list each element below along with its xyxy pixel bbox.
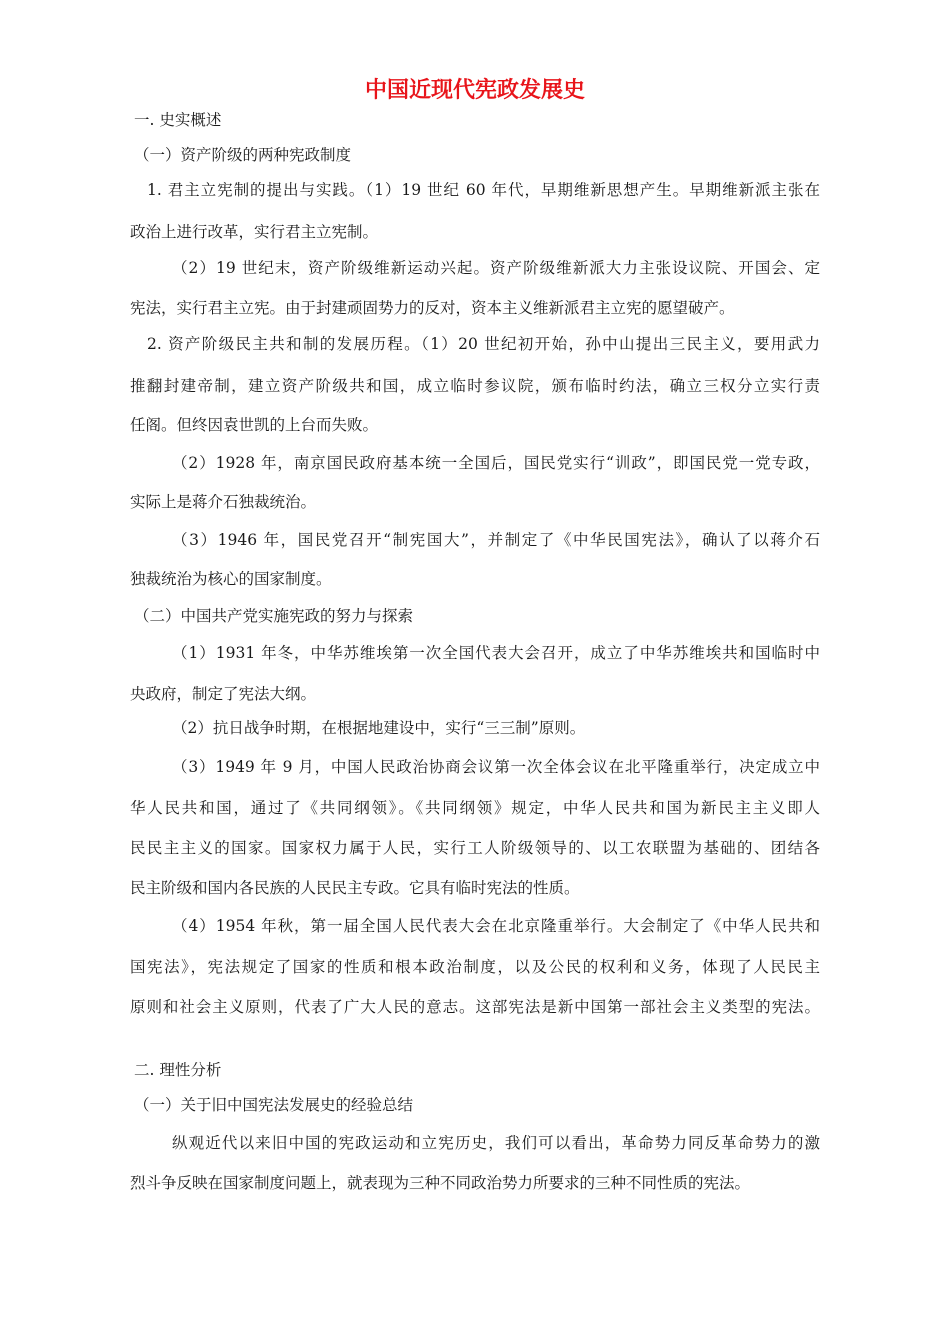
paragraph-line: 民民主主义的国家。国家权力属于人民，实行工人阶级领导的、以工农联盟为基础的、团结各 xyxy=(130,839,820,857)
paragraph-line: （3）1946 年，国民党召开“制宪国大”，并制定了《中华民国宪法》，确认了以蒋介石 xyxy=(172,531,820,549)
paragraph-line: 2. 资产阶级民主共和制的发展历程。（1）20 世纪初开始，孙中山提出三民主义，要用武力 xyxy=(147,335,820,353)
paragraph-line: 华人民共和国，通过了《共同纲领》。《共同纲领》规定，中华人民共和国为新民主主义即人 xyxy=(130,799,820,817)
paragraph-line: 实际上是蒋介石独裁统治。 xyxy=(130,493,317,511)
paragraph-line: 政治上进行改革，实行君主立宪制。 xyxy=(130,223,379,241)
paragraph-line: 央政府，制定了宪法大纲。 xyxy=(130,685,317,703)
paragraph-line: 独裁统治为核心的国家制度。 xyxy=(130,570,332,588)
paragraph-line: 1. 君主立宪制的提出与实践。（1）19 世纪 60 年代，早期维新思想产生。早期维新派主张在 xyxy=(147,181,820,199)
section-heading-2: 二. 理性分析 xyxy=(134,1061,222,1079)
paragraph-line: 烈斗争反映在国家制度问题上，就表现为三种不同政治势力所要求的三种不同性质的宪法。 xyxy=(130,1174,751,1192)
paragraph-line: 国宪法》，宪法规定了国家的性质和根本政治制度，以及公民的权利和义务，体现了人民民主 xyxy=(130,958,820,976)
paragraph-line: 任阁。但终因袁世凯的上台而失败。 xyxy=(130,416,379,434)
paragraph-line: （4）1954 年秋，第一届全国人民代表大会在北京隆重举行。大会制定了《中华人民共和 xyxy=(172,917,820,935)
paragraph-line: （2）抗日战争时期，在根据地建设中，实行“三三制”原则。 xyxy=(172,719,586,737)
paragraph-line: 原则和社会主义原则，代表了广大人民的意志。这部宪法是新中国第一部社会主义类型的宪法。 xyxy=(130,998,820,1016)
document-title: 中国近现代宪政发展史 xyxy=(364,78,585,103)
section-heading-1: 一. 史实概述 xyxy=(134,111,222,129)
subsection-heading-2: （二）中国共产党实施宪政的努力与探索 xyxy=(134,607,414,625)
paragraph-line: 民主阶级和国内各民族的人民民主专政。它具有临时宪法的性质。 xyxy=(130,879,580,897)
subsection-heading-3: （一）关于旧中国宪法发展史的经验总结 xyxy=(134,1096,414,1114)
paragraph-line: （2）1928 年，南京国民政府基本统一全国后，国民党实行“训政”，即国民党一党专政， xyxy=(172,454,820,472)
subsection-heading-1: （一）资产阶级的两种宪政制度 xyxy=(134,146,352,164)
paragraph-line: （3）1949 年 9 月，中国人民政治协商会议第一次全体会议在北平隆重举行，决定成立中 xyxy=(172,758,820,776)
paragraph-line: 纵观近代以来旧中国的宪政运动和立宪历史，我们可以看出，革命势力同反革命势力的激 xyxy=(172,1134,820,1152)
paragraph-line: 推翻封建帝制，建立资产阶级共和国，成立临时参议院，颁布临时约法，确立三权分立实行责 xyxy=(130,377,820,395)
paragraph-line: （2）19 世纪末，资产阶级维新运动兴起。资产阶级维新派大力主张设议院、开国会、定 xyxy=(172,259,820,277)
paragraph-line: 宪法，实行君主立宪。由于封建顽固势力的反对，资本主义维新派君主立宪的愿望破产。 xyxy=(130,299,735,317)
paragraph-line: （1）1931 年冬，中华苏维埃第一次全国代表大会召开，成立了中华苏维埃共和国临时中 xyxy=(172,644,820,662)
